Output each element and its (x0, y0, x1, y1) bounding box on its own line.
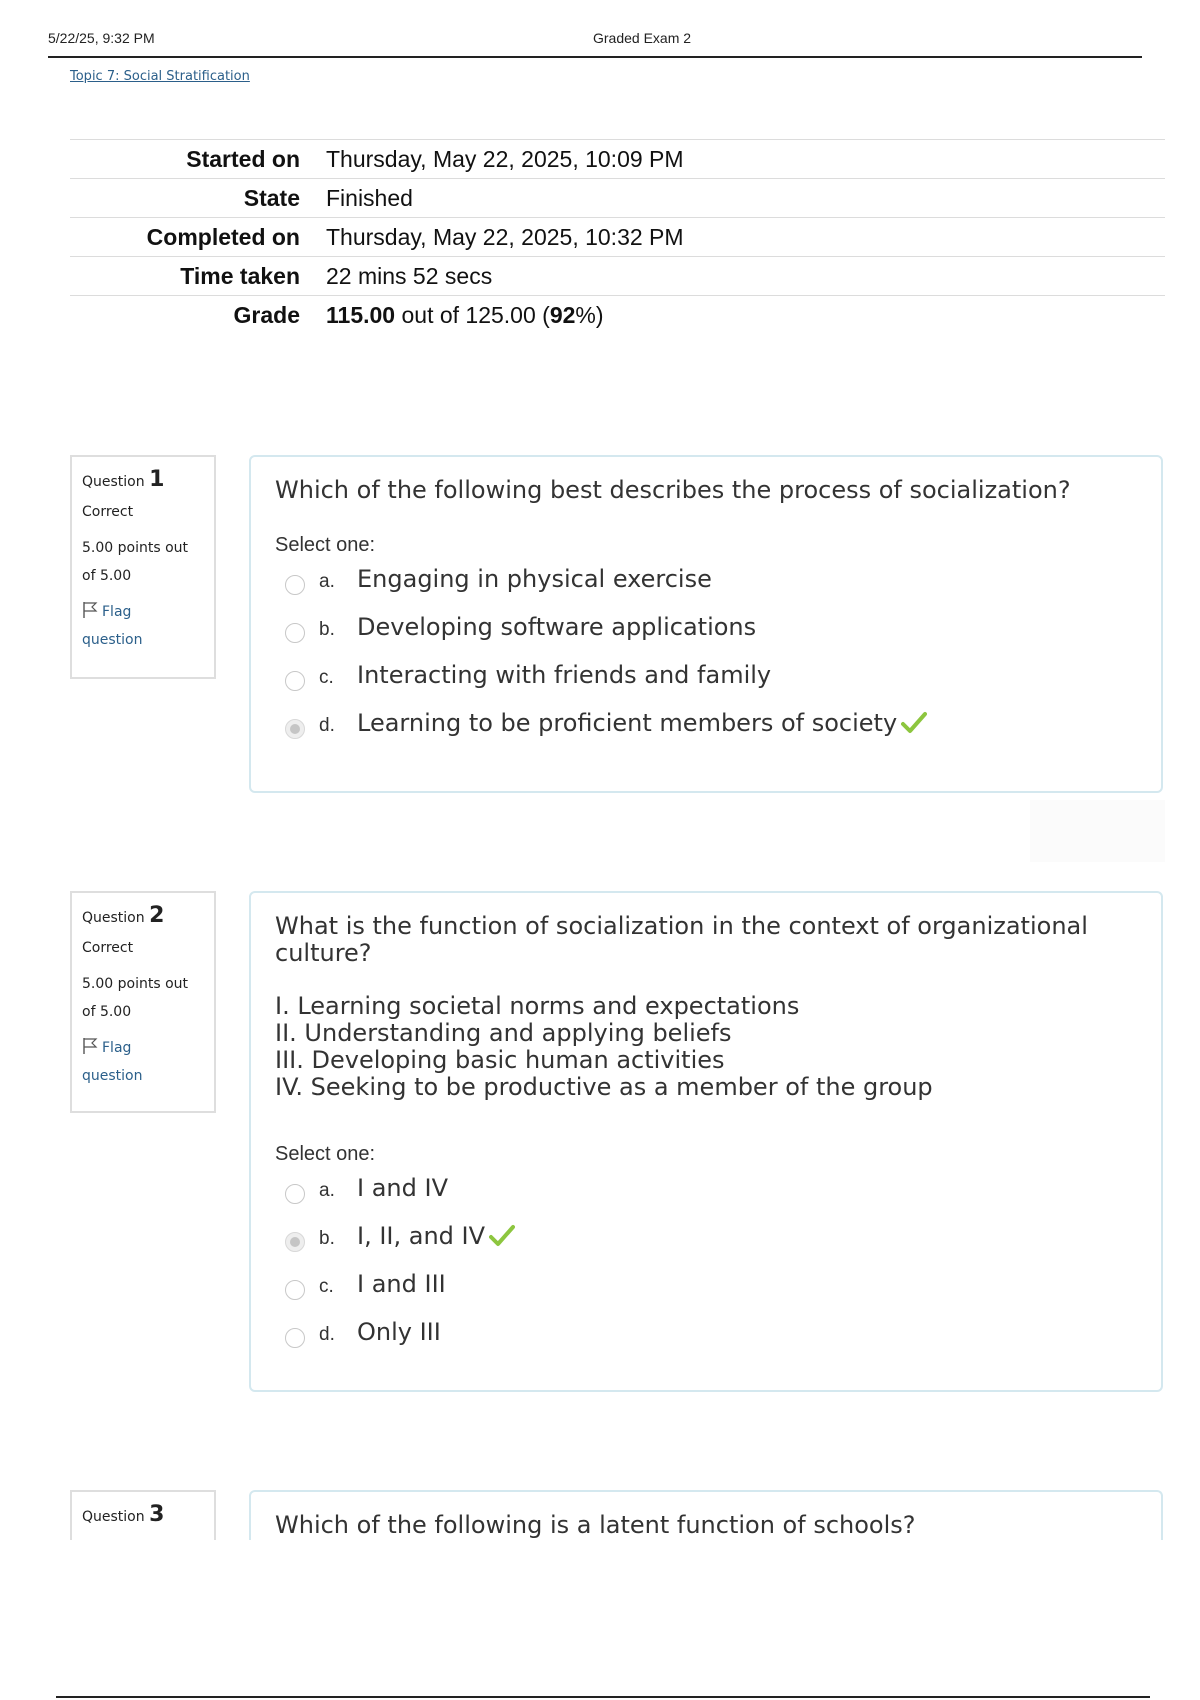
question-state: Correct (82, 504, 134, 520)
header-divider (48, 56, 1142, 58)
question-state: Correct (82, 940, 134, 956)
answer-option[interactable] (275, 1270, 1137, 1318)
question-number-value: 1 (149, 467, 165, 492)
option-text-wrap (357, 1222, 515, 1254)
summary-value: Finished (326, 184, 413, 211)
question-content-2 (249, 891, 1163, 1392)
answer-options (275, 1174, 1137, 1366)
select-one-prompt: Select one: (275, 1143, 376, 1165)
print-date: 5/22/25, 9:32 PM (48, 30, 155, 46)
page-cut-area (0, 1540, 1200, 1700)
select-one-prompt: Select one: (275, 534, 376, 556)
grade-value (316, 296, 1165, 335)
summary-value: 22 mins 52 secs (326, 262, 493, 289)
attempt-summary-table (70, 139, 1165, 334)
shaded-area (1030, 800, 1165, 862)
flag-question-button[interactable] (82, 1034, 204, 1090)
radio-button[interactable] (285, 1280, 305, 1300)
summary-value: Thursday, May 22, 2025, 10:09 PM (326, 145, 684, 172)
question-text-line: What is the function of socialization in the context of organizational (275, 912, 1088, 940)
summary-label: Started on (186, 145, 300, 172)
option-text: Developing software applications (357, 613, 757, 641)
radio-button[interactable] (285, 1328, 305, 1348)
flag-label-1: Flag (102, 1040, 132, 1056)
summary-row-started (70, 140, 1165, 179)
grade-line-1: 5.00 points out (82, 540, 188, 556)
summary-row-state (70, 179, 1165, 218)
correct-check-icon (489, 1224, 515, 1254)
correct-check-icon (901, 711, 927, 741)
option-letter: a. (319, 1180, 335, 1201)
summary-row-completed (70, 218, 1165, 257)
grade-tail: %) (575, 301, 604, 328)
radio-button[interactable] (285, 575, 305, 595)
answer-option[interactable] (275, 565, 1137, 613)
question-grade (82, 970, 204, 1026)
option-letter: c. (319, 1276, 334, 1297)
option-text-wrap (357, 709, 927, 741)
option-letter: a. (319, 571, 335, 592)
answer-option-selected[interactable] (275, 1222, 1137, 1270)
option-text: I and III (357, 1270, 446, 1298)
question-number (82, 467, 204, 492)
radio-button[interactable] (285, 623, 305, 643)
statement-list (275, 993, 1137, 1101)
print-title: Graded Exam 2 (593, 30, 692, 46)
question-text (275, 913, 1137, 1101)
answer-option[interactable] (275, 1174, 1137, 1222)
statement-item: I. Learning societal norms and expectations (275, 992, 800, 1020)
flag-question-button[interactable] (82, 598, 204, 654)
grade-score: 115.00 (326, 301, 396, 328)
question-info-1 (70, 455, 216, 679)
question-grade (82, 534, 204, 590)
radio-button-checked[interactable] (285, 1232, 305, 1252)
question-text-line: culture? (275, 939, 372, 967)
answer-option[interactable] (275, 1318, 1137, 1366)
question-text: Which of the following best describes the process of socialization? (275, 476, 1071, 504)
statement-item: III. Developing basic human activities (275, 1046, 725, 1074)
question-number (82, 1502, 204, 1527)
grade-out-of: out of 125.00 ( (395, 301, 550, 328)
option-letter: b. (319, 619, 335, 640)
option-letter: d. (319, 715, 335, 736)
radio-button[interactable] (285, 671, 305, 691)
option-text: Learning to be proficient members of society (357, 709, 898, 737)
answer-option-selected[interactable] (275, 709, 1137, 757)
flag-label-1: Flag (102, 604, 132, 620)
flag-icon (82, 1037, 98, 1055)
breadcrumb-topic-link[interactable]: Topic 7: Social Stratification (70, 69, 250, 84)
flag-label-2: question (82, 632, 143, 648)
statement-item: II. Understanding and applying beliefs (275, 1019, 732, 1047)
question-label: Question (82, 1509, 145, 1525)
grade-percent: 92 (549, 301, 576, 328)
summary-label: Time taken (180, 262, 300, 289)
summary-label: State (243, 184, 300, 211)
grade-line-2: of 5.00 (82, 568, 132, 584)
question-content-1 (249, 455, 1163, 793)
option-letter: d. (319, 1324, 335, 1345)
option-text: Interacting with friends and family (357, 661, 772, 689)
summary-row-time (70, 257, 1165, 296)
option-text: I and IV (357, 1174, 448, 1202)
option-letter: c. (319, 667, 334, 688)
grade-line-1: 5.00 points out (82, 976, 188, 992)
question-label: Question (82, 474, 145, 490)
question-label: Question (82, 910, 145, 926)
answer-option[interactable] (275, 661, 1137, 709)
answer-option[interactable] (275, 613, 1137, 661)
question-number-value: 3 (149, 1502, 165, 1527)
question-number (82, 903, 204, 928)
option-letter: b. (319, 1228, 335, 1249)
answer-options (275, 565, 1137, 757)
summary-label: Completed on (146, 223, 300, 250)
radio-button[interactable] (285, 1184, 305, 1204)
question-info-2 (70, 891, 216, 1113)
footer-divider (56, 1696, 1150, 1698)
grade-line-2: of 5.00 (82, 1004, 132, 1020)
summary-label: Grade (233, 301, 300, 328)
question-text: Which of the following is a latent function of schools? (275, 1511, 916, 1539)
option-text: I, II, and IV (357, 1222, 486, 1250)
question-number-value: 2 (149, 903, 165, 928)
summary-value: Thursday, May 22, 2025, 10:32 PM (326, 223, 684, 250)
summary-row-grade (70, 296, 1165, 335)
flag-icon (82, 601, 98, 619)
statement-item: IV. Seeking to be productive as a member of the group (275, 1073, 933, 1101)
option-text: Only III (357, 1318, 441, 1346)
flag-label-2: question (82, 1068, 143, 1084)
option-text: Engaging in physical exercise (357, 565, 712, 593)
radio-button-checked[interactable] (285, 719, 305, 739)
